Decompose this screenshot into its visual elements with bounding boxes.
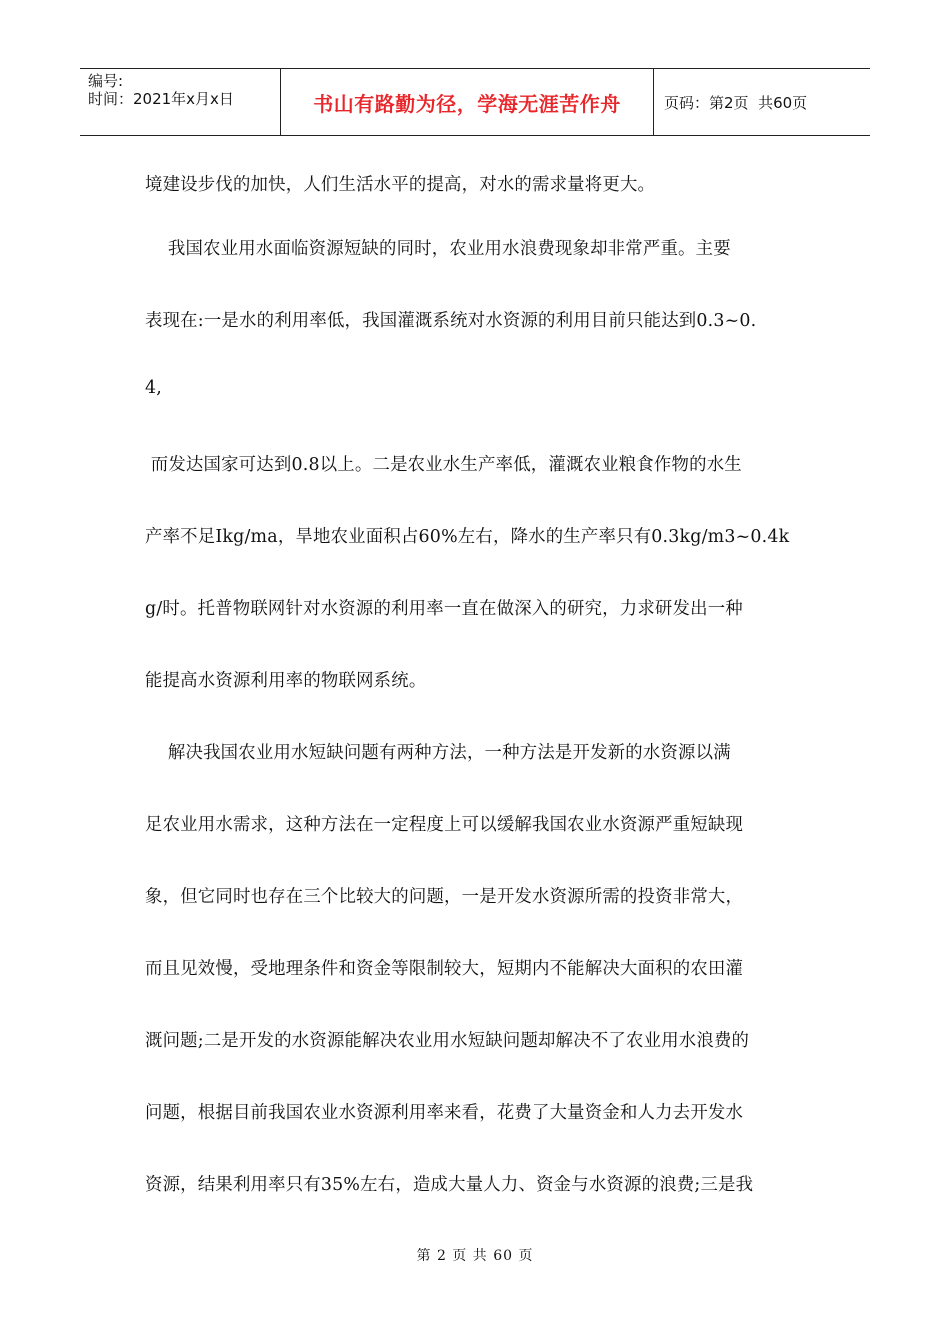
body-line: 象，但它同时也存在三个比较大的问题，一是开发水资源所需的投资非常大， (145, 887, 744, 907)
body-line: 产率不足Ikg/ma，旱地农业面积占60%左右，降水的生产率只有0.3kg/m3~0.4k (145, 527, 790, 547)
body-line: 境建设步伐的加快，人们生活水平的提高，对水的需求量将更大。 (145, 175, 656, 195)
body-line: 4, (145, 378, 162, 398)
serial-number-label: 编号: (88, 72, 124, 90)
page-info: 页码：第2页 共60页 (664, 93, 808, 112)
body-line: 问题，根据目前我国农业水资源利用率来看，花费了大量资金和人力去开发水 (145, 1103, 744, 1123)
header-left-cell (80, 69, 281, 135)
body-line: 而发达国家可达到0.8以上。二是农业水生产率低，灌溉农业粮食作物的水生 (145, 455, 742, 475)
header-middle-cell (281, 69, 654, 135)
body-line: 解决我国农业用水短缺问题有两种方法，一种方法是开发新的水资源以满 (145, 743, 731, 763)
body-line: 而且见效慢，受地理条件和资金等限制较大，短期内不能解决大面积的农田灌 (145, 959, 744, 979)
motto-text: 书山有路勤为径，学海无涯苦作舟 (313, 91, 621, 116)
body-line: 资源，结果利用率只有35%左右，造成大量人力、资金与水资源的浪费;三是我 (145, 1175, 754, 1195)
header-right-cell (654, 69, 870, 135)
header-table (80, 68, 870, 136)
body-line: g/时。托普物联网针对水资源的利用率一直在做深入的研究，力求研发出一种 (145, 599, 743, 619)
date-label: 时间：2021年x月x日 (88, 90, 234, 108)
page-footer: 第 2 页 共 60 页 (416, 1248, 534, 1264)
body-line: 足农业用水需求，这种方法在一定程度上可以缓解我国农业水资源严重短缺现 (145, 815, 744, 835)
body-line: 溉问题;二是开发的水资源能解决农业用水短缺问题却解决不了农业用水浪费的 (145, 1031, 750, 1051)
body-line: 能提高水资源利用率的物联网系统。 (145, 671, 427, 691)
body-line: 我国农业用水面临资源短缺的同时，农业用水浪费现象却非常严重。主要 (145, 239, 731, 259)
body-line: 表现在:一是水的利用率低，我国灌溉系统对水资源的利用目前只能达到0.3~0. (145, 311, 757, 331)
